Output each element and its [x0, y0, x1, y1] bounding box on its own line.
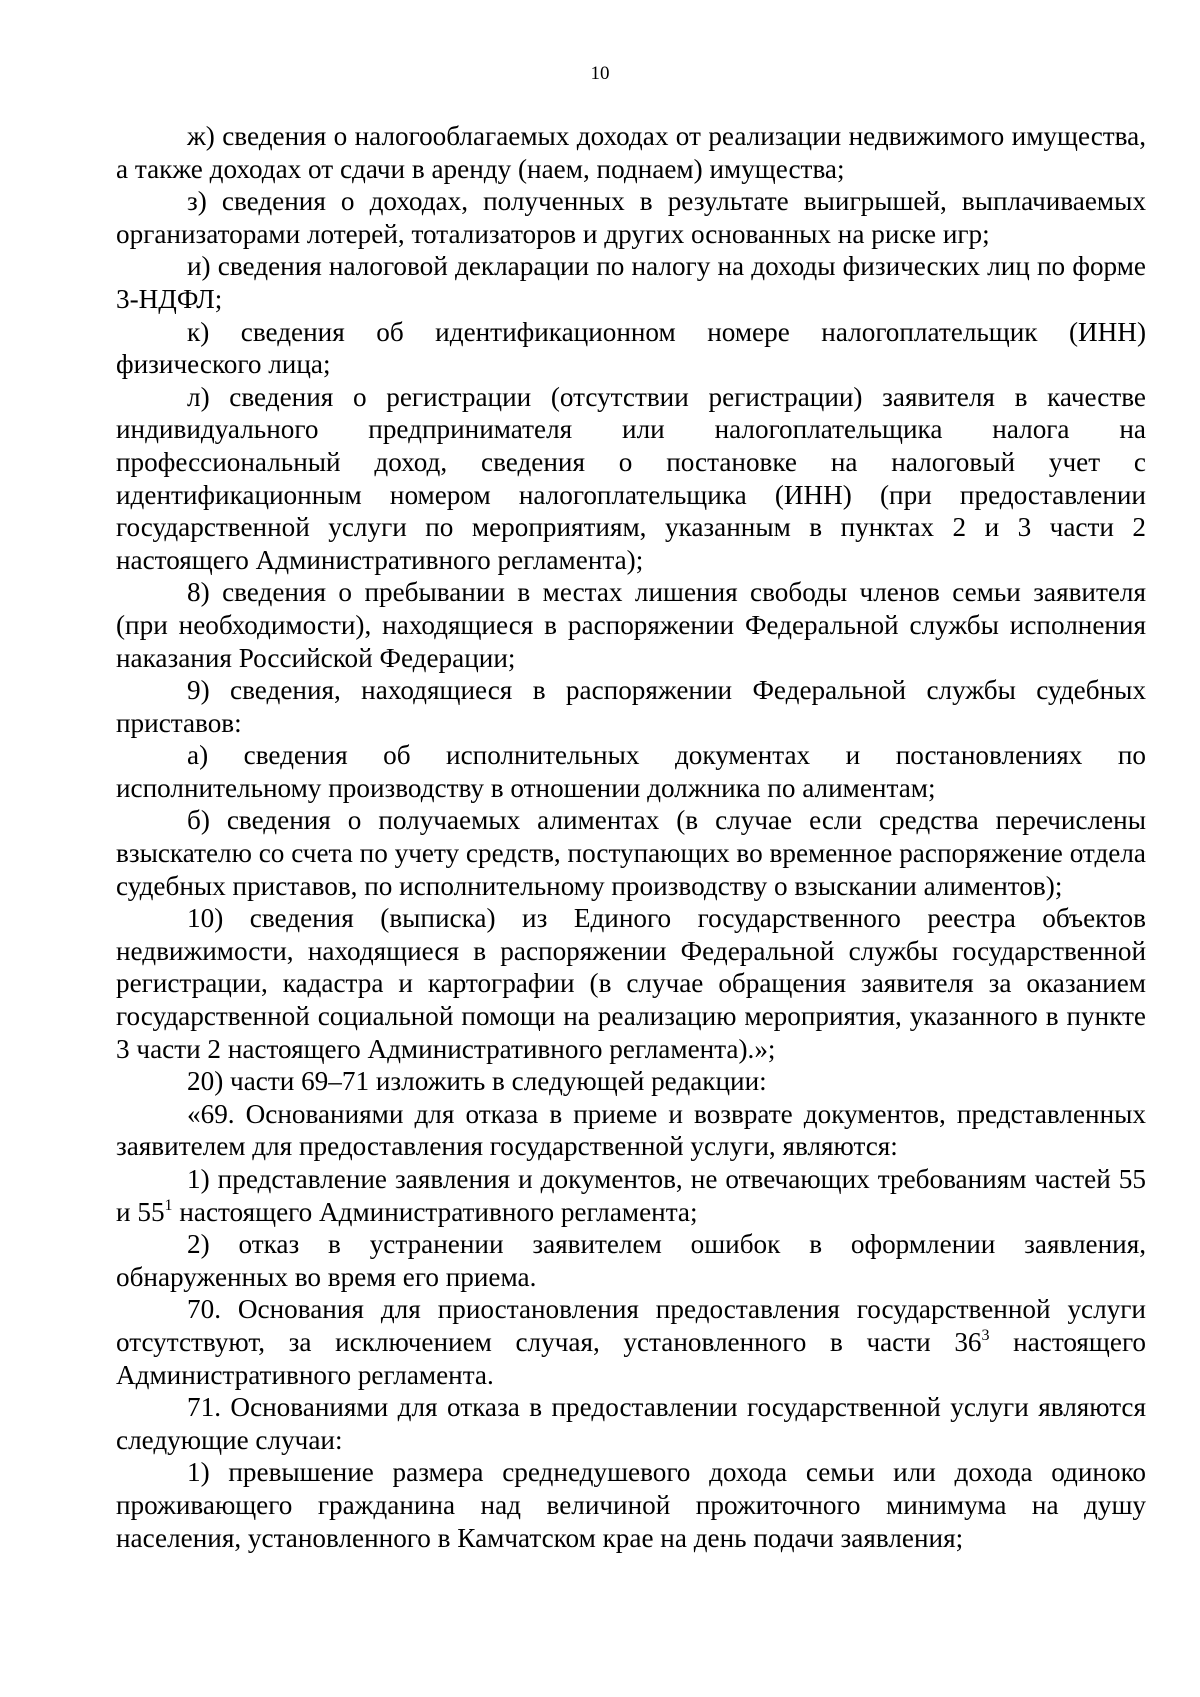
paragraph-8: 8) сведения о пребывании в местах лишения свободы членов семьи заявителя (при необходимости), находящиеся в распоряжении Федеральной службы исполнения наказания Российской Федерации; [116, 577, 1146, 673]
paragraph-70-text-before: 70. Основания для приостановления предоставления государственной услуги отсутствуют, за исключением случая, установленного в части 36 [116, 1294, 1146, 1357]
paragraph-9: 9) сведения, находящиеся в распоряжении Федеральной службы судебных приставов: [116, 675, 1146, 738]
paragraph-20: 20) части 69–71 изложить в следующей редакции: [187, 1066, 767, 1097]
paragraph-69-1 [116, 1163, 1146, 1228]
page-number: 10 [590, 63, 610, 84]
paragraph-k: к) сведения об идентификационном номере налогоплательщик (ИНН) физического лица; [116, 316, 1146, 380]
paragraph-69-1-text-before: 1) представление заявления и документов, не отвечающих требованиям частей 55 и 55 [116, 1164, 1146, 1227]
paragraph-69-2: 2) отказ в устранении заявителем ошибок в оформлении заявления, обнаруженных во время его приема. [116, 1229, 1146, 1292]
paragraph-69-1-superscript: 1 [164, 1196, 173, 1214]
paragraph-l: л) сведения о регистрации (отсутствии регистрации) заявителя в качестве индивидуального предпринимателя или налогоплательщика налога на профессиональный доход, сведения о постановке на налоговый учет с идентификационным номером налогоплательщика (ИНН) (при предоставлении государственной услуги по мероприятиям, указанным в пунктах 2 и 3 части 2 настоящего Административного регламента); [116, 381, 1146, 575]
paragraph-69: «69. Основаниями для отказа в приеме и возврате документов, представленных заявителем для предоставления государственной услуги, являются: [116, 1098, 1146, 1162]
paragraph-69-1-text-after: настоящего Административного регламента; [172, 1196, 698, 1227]
paragraph-70 [116, 1293, 1146, 1391]
paragraph-i: и) сведения налоговой декларации по налогу на доходы физических лиц по форме 3-НДФЛ; [116, 251, 1146, 314]
paragraph-zh: ж) сведения о налогооблагаемых доходах от реализации недвижимого имущества, а также доходах от сдачи в аренду (наем, поднаем) имущества; [116, 121, 1146, 184]
paragraph-71: 71. Основаниями для отказа в предоставлении государственной услуги являются следующие случаи: [116, 1392, 1146, 1455]
paragraph-70-superscript: 3 [981, 1326, 990, 1344]
paragraph-9b: б) сведения о получаемых алиментах (в случае если средства перечислены взыскателю со счета по учету средств, поступающих во временное распоряжение отдела судебных приставов, по исполнительному производству о взыскании алиментов); [116, 805, 1146, 901]
paragraph-z: з) сведения о доходах, полученных в результате выигрышей, выплачиваемых организаторами лотерей, тотализаторов и других основанных на риске игр; [116, 186, 1146, 249]
paragraph-70-text-after: настоящего Административного регламента. [116, 1326, 1147, 1390]
paragraph-10: 10) сведения (выписка) из Единого государственного реестра объектов недвижимости, находящиеся в распоряжении Федеральной службы государственной регистрации, кадастра и картографии (в случае обращения заявителя за оказанием государственной социальной помощи на реализацию мероприятия, указанного в пункте 3 части 2 настоящего Административного регламента).»; [116, 903, 1146, 1064]
paragraph-71-1: 1) превышение размера среднедушевого дохода семьи или дохода одиноко проживающего гражданина над величиной прожиточного минимума на душу населения, установленного в Камчатском крае на день подачи заявления; [116, 1457, 1146, 1553]
document-body [116, 120, 1146, 1554]
paragraph-9a: а) сведения об исполнительных документах и постановлениях по исполнительному производству в отношении должника по алиментам; [116, 740, 1146, 803]
